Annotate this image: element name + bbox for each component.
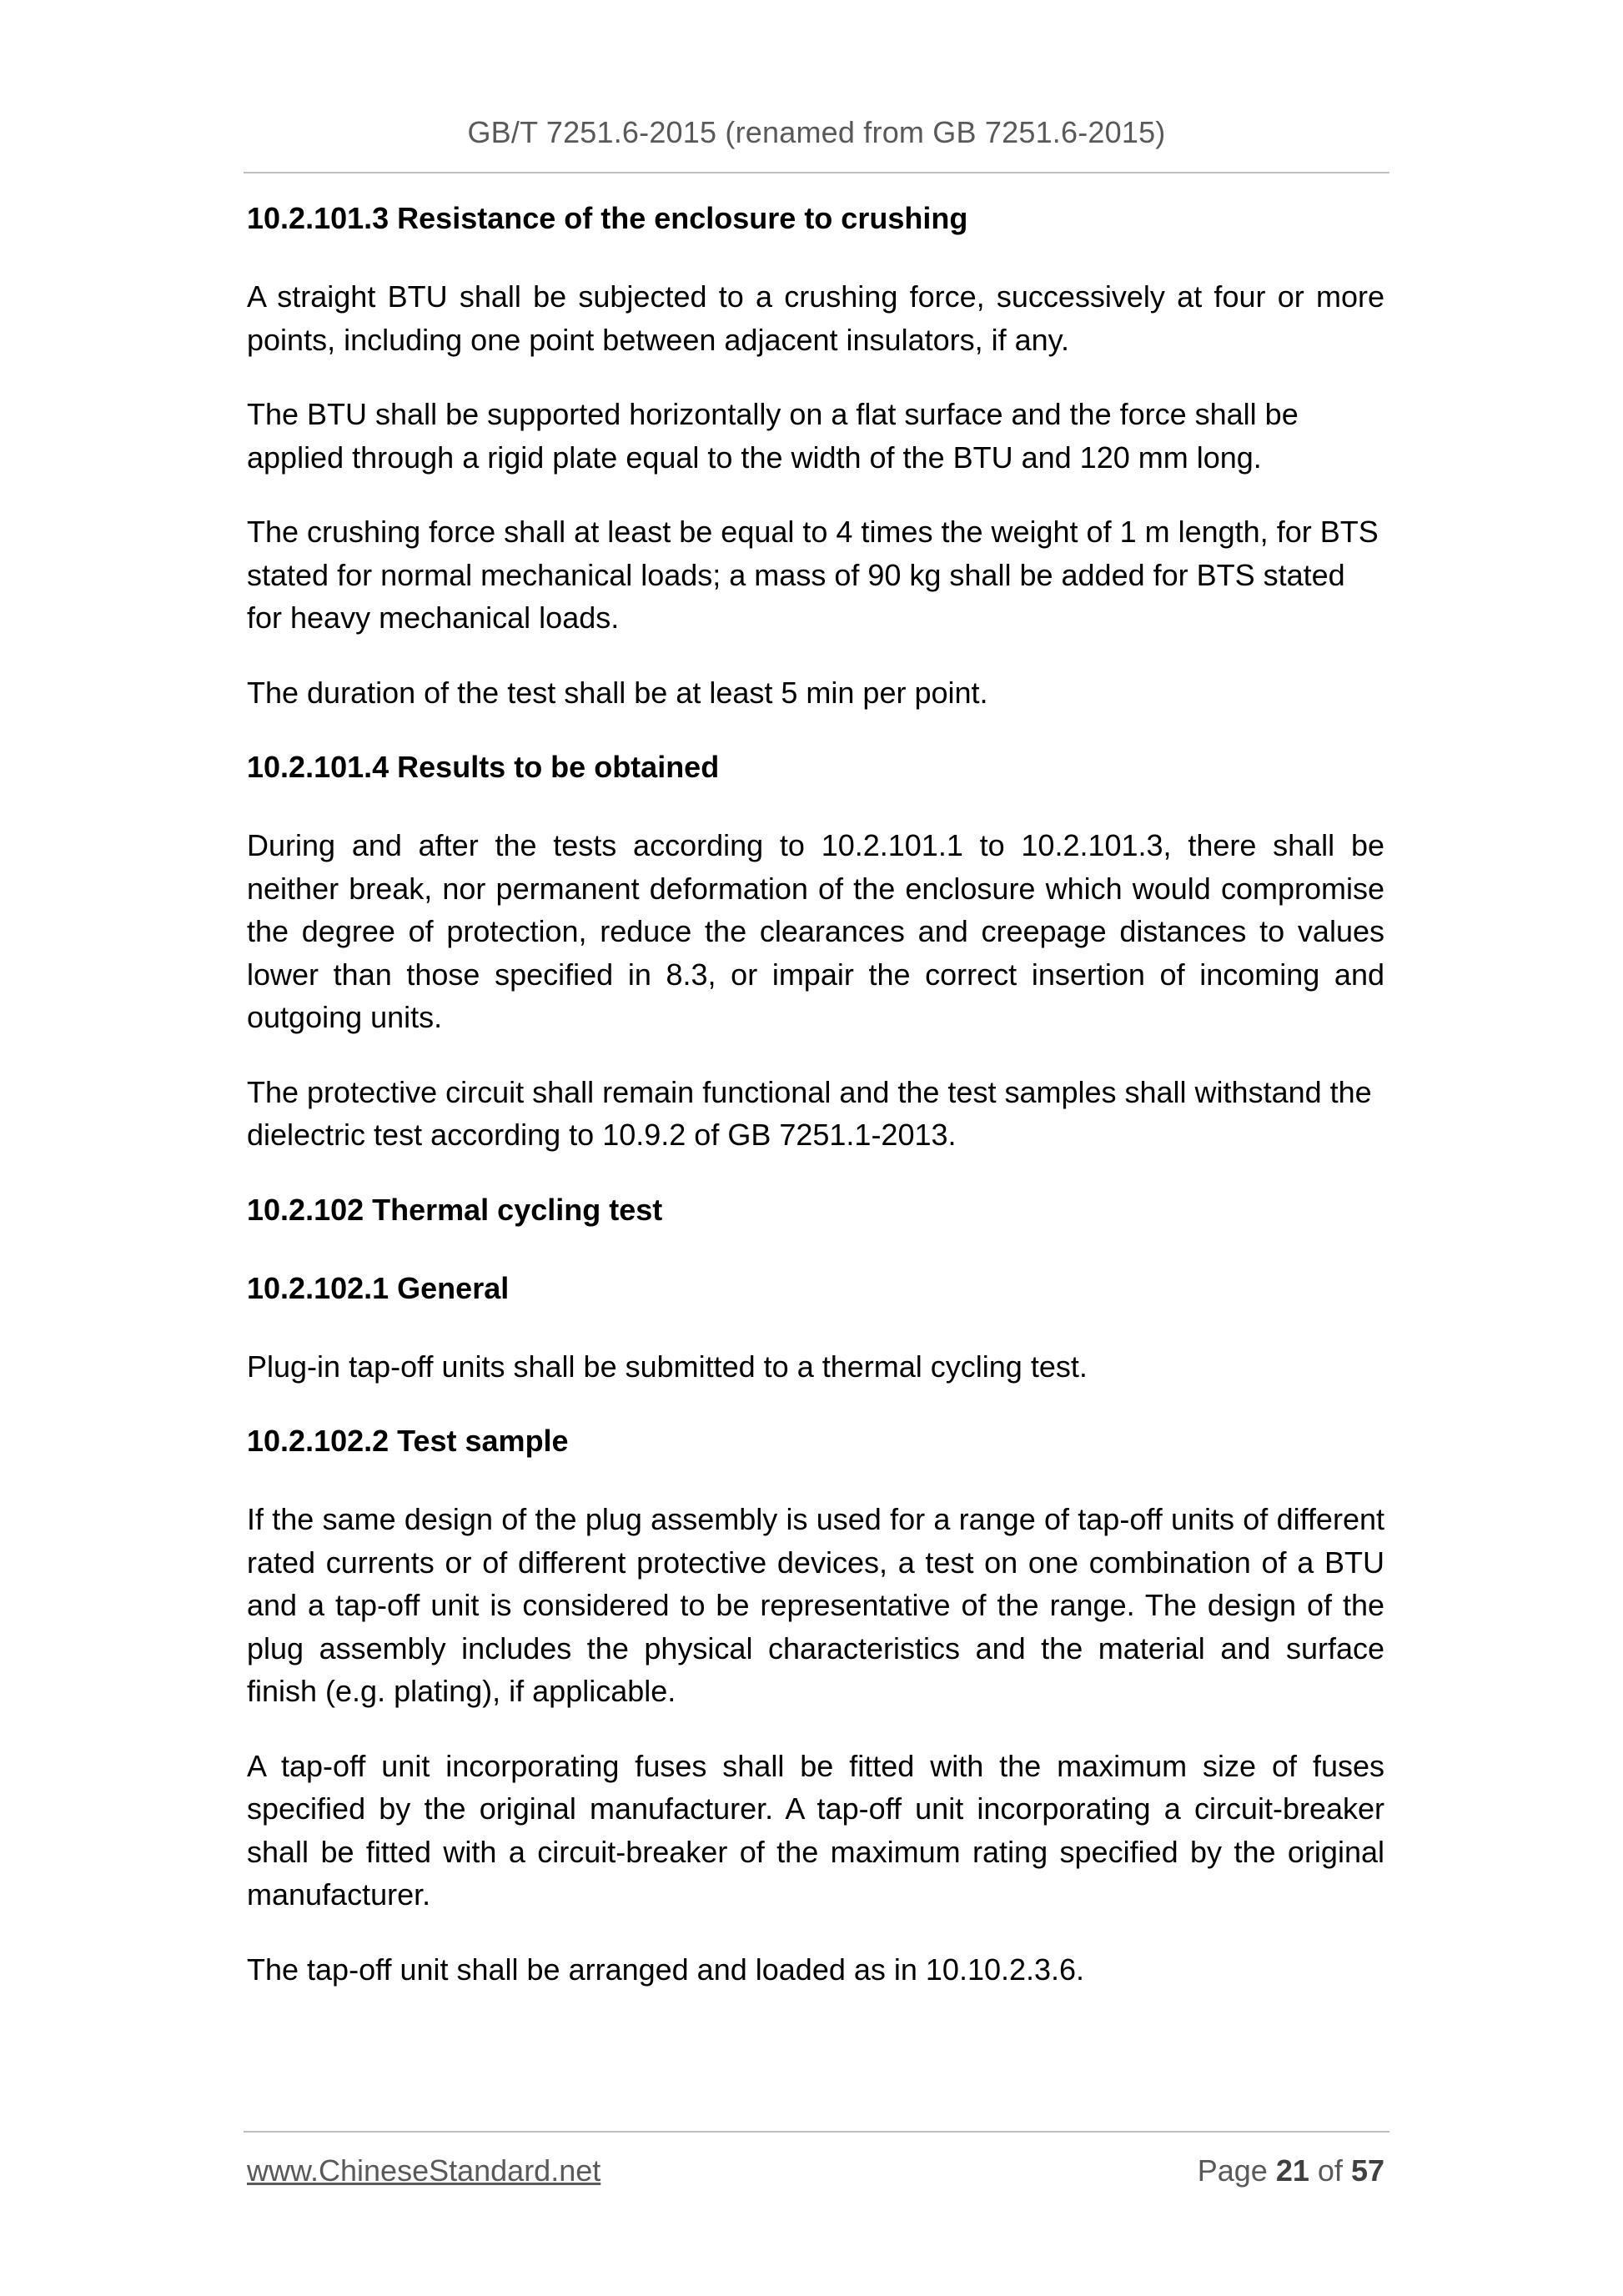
- document-body: [247, 197, 1384, 2022]
- paragraph: The tap-off unit shall be arranged and loaded as in 10.10.2.3.6.: [247, 1952, 1085, 1987]
- section-heading-10-2-102: 10.2.102 Thermal cycling test: [247, 1192, 663, 1227]
- paragraph: The BTU shall be supported horizontally on a flat surface and the force shall be applied through a rigid plate equal to the width of the BTU and 120 mm long.: [247, 397, 1299, 475]
- website-link[interactable]: www.ChineseStandard.net: [247, 2153, 601, 2188]
- paragraph: A straight BTU shall be subjected to a crushing force, successively at four or more points, including one point between adjacent insulators, if any.: [247, 279, 1384, 357]
- section-heading-10-2-102-2: 10.2.102.2 Test sample: [247, 1424, 569, 1458]
- footer-divider: [244, 2131, 1389, 2133]
- of-label: of: [1317, 2153, 1343, 2188]
- paragraph: If the same design of the plug assembly is used for a range of tap-off units of different rated currents or of different protective devices, a test on one combination of a BTU and a tap-off unit is considered to be representative of the range. The design of the plug assembly includes the physical characteristics and the material and surface finish (e.g. plating), if applicable.: [247, 1502, 1384, 1708]
- paragraph: The crushing force shall at least be equal to 4 times the weight of 1 m length, for BTS stated for normal mechanical loads; a mass of 90 kg shall be added for BTS stated for heavy mechanical loads.: [247, 515, 1379, 635]
- header-divider: [244, 172, 1389, 173]
- paragraph: The protective circuit shall remain functional and the test samples shall withstand the dielectric test according to 10.9.2 of GB 7251.1-2013.: [247, 1074, 1372, 1152]
- page-current: 21: [1275, 2153, 1309, 2188]
- section-heading-10-2-102-1: 10.2.102.1 General: [247, 1270, 510, 1305]
- page-label: Page: [1197, 2153, 1268, 2188]
- page-total: 57: [1350, 2153, 1384, 2188]
- section-heading-10-2-101-3: 10.2.101.3 Resistance of the enclosure to crushing: [247, 201, 968, 235]
- paragraph: During and after the tests according to 10.2.101.1 to 10.2.101.3, there shall be neither break, nor permanent deformation of the enclosure which would compromise the degree of protection, reduce the clearances and creepage distances to values lower than those specified in 8.3, or impair the correct insertion of incoming and outgoing units.: [247, 828, 1384, 1034]
- paragraph: A tap-off unit incorporating fuses shall be fitted with the maximum size of fuses specified by the original manufacturer. A tap-off unit incorporating a circuit-breaker shall be fitted with a circuit-breaker of the maximum rating specified by the original manufacturer.: [247, 1748, 1384, 1912]
- paragraph: Plug-in tap-off units shall be submitted to a thermal cycling test.: [247, 1349, 1088, 1384]
- page-footer: [247, 2150, 1384, 2192]
- paragraph: The duration of the test shall be at least 5 min per point.: [247, 675, 988, 710]
- page-header-title: GB/T 7251.6-2015 (renamed from GB 7251.6-2015): [467, 115, 1166, 149]
- page-indicator: [1198, 2150, 1384, 2192]
- section-heading-10-2-101-4: 10.2.101.4 Results to be obtained: [247, 750, 720, 784]
